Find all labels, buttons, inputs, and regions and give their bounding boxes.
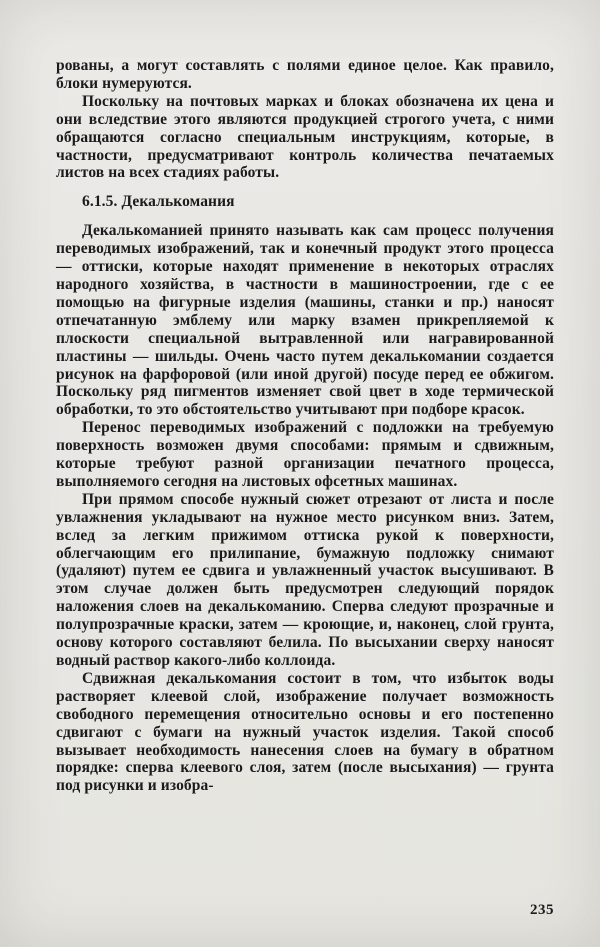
paragraph: Сдвижная декалькомания состоит в том, что избыток воды растворяет клеевой слой, изображение получает возможность свободного перемещения относительно основы и его постепенно сдвигают с бумаги на нужный участок изделия. Такой способ вызывает необходимость нанесения слоев на бумагу в обратном порядке: сперва клеевого слоя, затем (после высыхания) — грунта под рисунки и изобра- [56,669,554,795]
paragraph: Поскольку на почтовых марках и блоках обозначена их цена и они вследствие этого являются продукцией строгого учета, с ними обращаются согласно специальным инструкциям, которые, в частности, предусматривают контроль количества печатаемых листов на всех стадиях работы. [56,92,554,182]
section-heading: 6.1.5. Декалькомания [82,193,235,211]
paragraph: Перенос переводимых изображений с подложки на требуемую поверхность возможен двумя способами: прямым и сдвижным, которые требуют разной организации печатного процесса, выполняемого сегодня на листовых офсетных машинах. [56,419,554,490]
text-block [56,57,554,795]
page-number: 235 [530,902,554,918]
paragraph: При прямом способе нужный сюжет отрезают от листа и после увлажнения укладывают на нужное место рисунком вниз. Затем, вслед за легким прижимом оттиска рукой к поверхности, облегчающим его прилипание, бумажную подложку снимают (удаляют) путем ее сдвига и увлажненный участок высушивают. В этом случае должен быть предусмотрен следующий порядок наложения слоев на декалькоманию. Сперва следуют прозрачные и полупрозрачные краски, затем — кроющие, и, наконец, слой грунта, основу которого составляют белила. По высыхании сверху наносят водный раствор какого-либо коллоида. [56,490,554,669]
paragraph: Декалькоманией принято называть как сам процесс получения переводимых изображений, так и конечный продукт этого процесса — оттиски, которые находят применение в некоторых отраслях народного хозяйства, в частности в машиностроении, где с ее помощью на фигурные изделия (машины, станки и пр.) наносят отпечатанную эмблему или марку взамен прикрепляемой к плоскости специальной вытравленной или награвированной пластины — шильды. Очень часто путем декалькомании создается рисунок на фарфоровой (или иной другой) посуде перед ее обжигом. Поскольку ряд пигментов изменяет свой цвет в ходе термической обработки, то это обстоятельство учитывают при подборе красок. [56,222,554,419]
paragraph-continuation: рованы, а могут составлять с полями единое целое. Как правило, блоки нумеруются. [56,57,554,92]
